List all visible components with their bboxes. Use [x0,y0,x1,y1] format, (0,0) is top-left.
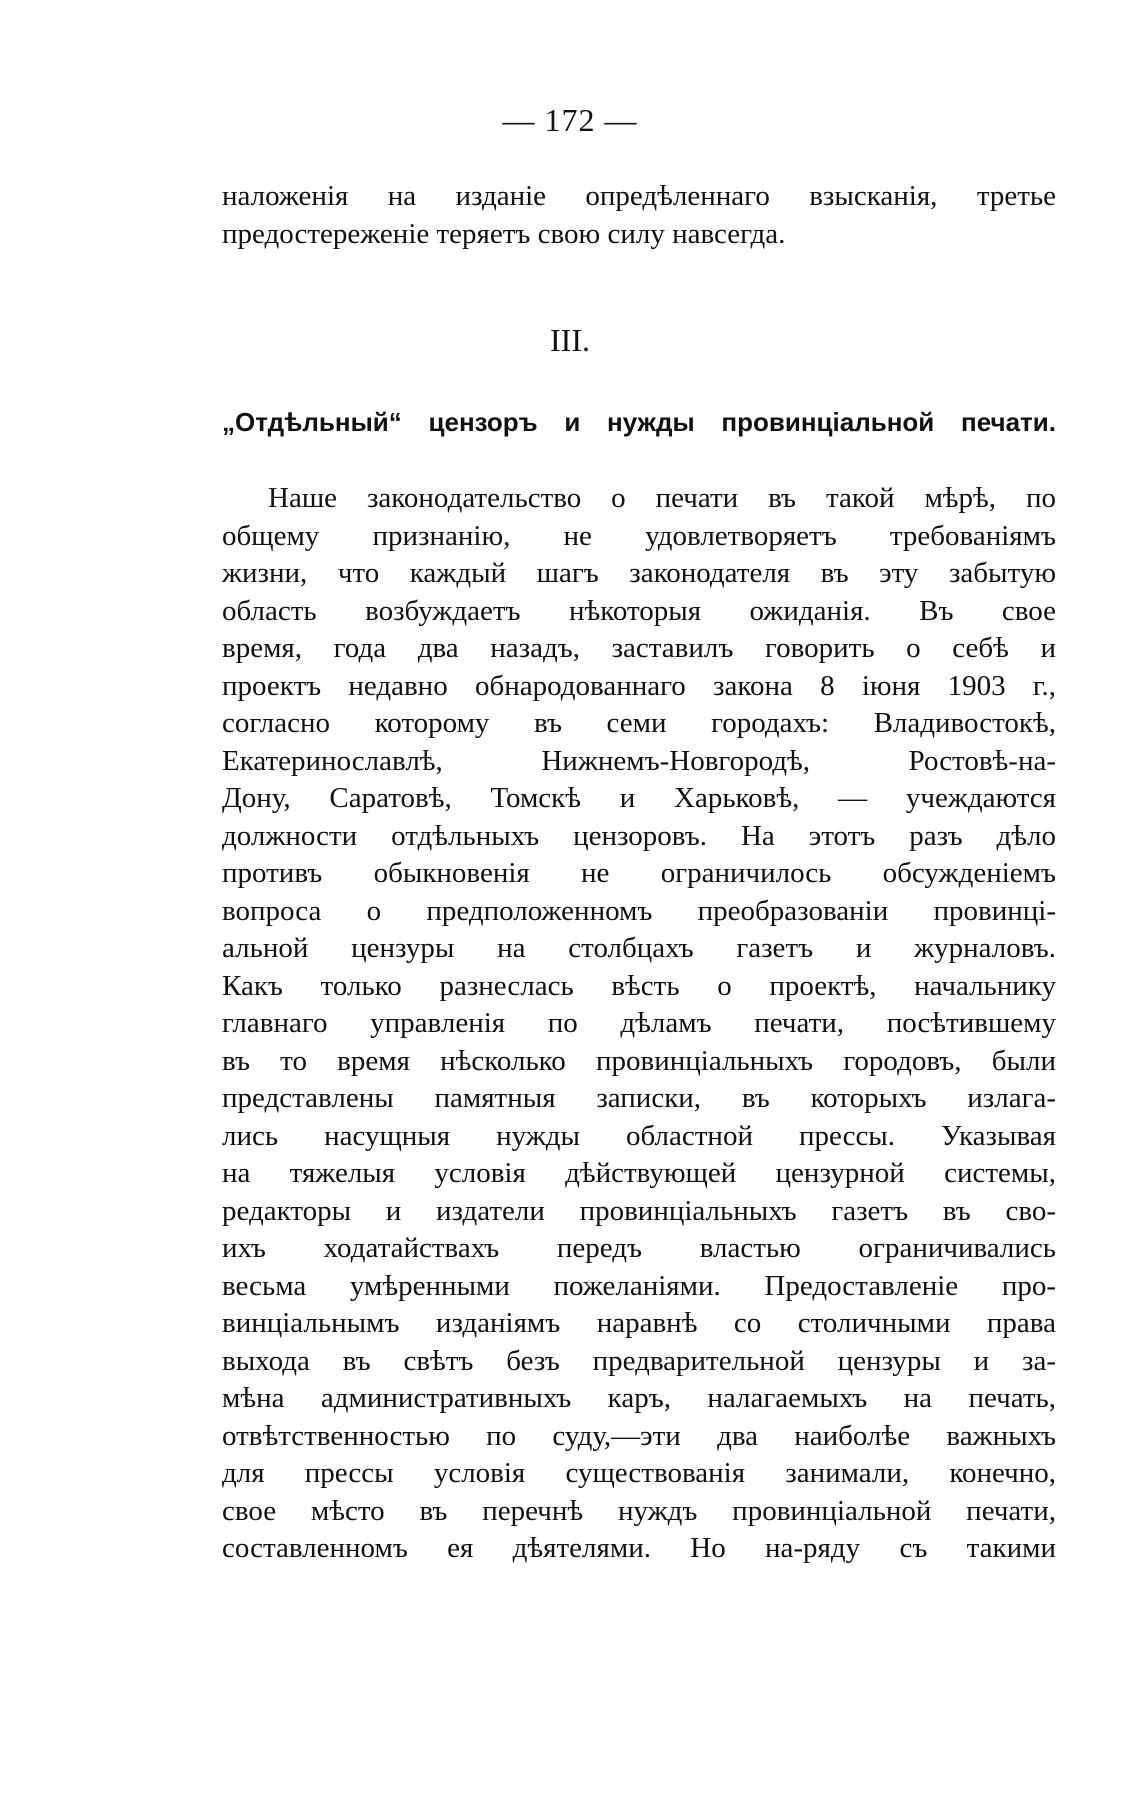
text-line: на тяжелыя условія дѣйствующей цензурной системы, [222,1157,1056,1189]
text-line: жизни, что каждый шагъ законодателя въ эту забытую [222,557,1056,589]
text-line: весьма умѣренными пожеланіями. Предоставленіе про- [222,1269,1056,1302]
text-line: предостереженіе теряетъ свою силу навсегда. [222,217,786,250]
text-line: должности отдѣльныхъ цензоровъ. На этотъ разъ дѣло [222,819,1056,852]
text-line: составленномъ ея дѣятелями. Но на-ряду съ такими [222,1532,1056,1564]
text-line: время, года два назадъ, заставилъ говорить о себѣ и [222,632,1056,664]
text-line: Екатеринославлѣ, Нижнемъ-Новгородѣ, Ростовѣ-на- [222,744,1056,777]
text-line: редакторы и издатели провинціальныхъ газетъ въ сво- [222,1194,1056,1227]
text-line: альной цензуры на столбцахъ газетъ и журналовъ. [222,932,1056,964]
text-line: общему признанію, не удовлетворяетъ требованіямъ [222,519,1056,552]
text-line: мѣна административныхъ каръ, налагаемыхъ на печать, [222,1382,1056,1414]
text-line: лись насущныя нужды областной прессы. Указывая [222,1119,1056,1152]
text-line: главнаго управленія по дѣламъ печати, посѣтившему [222,1007,1056,1039]
text-line: наложенія на изданіе опредѣленнаго взысканія, третье [222,180,1056,212]
text-line: винціальнымъ изданіямъ наравнѣ со столичными права [222,1307,1056,1339]
text-line: ихъ ходатайствахъ передъ властью ограничивались [222,1232,1056,1264]
text-line: вопроса о предположенномъ преобразованіи провинці- [222,894,1056,927]
text-line: согласно которому въ семи городахъ: Владивостокѣ, [222,707,1056,739]
text-line: для прессы условія существованія занимали, конечно, [222,1457,1056,1489]
page-number: — 172 — [502,102,638,138]
text-line: проектъ недавно обнародованнаго закона 8 іюня 1903 г., [222,669,1056,702]
text-line: выхода въ свѣтъ безъ предварительной цензуры и за- [222,1344,1056,1377]
text-line: противъ обыкновенія не ограничилось обсужденіемъ [222,857,1056,889]
text-line: представлены памятныя записки, въ которыхъ излага- [222,1082,1056,1114]
section-numeral: III. [550,322,590,358]
text-line: въ то время нѣсколько провинціальныхъ городовъ, были [222,1044,1056,1077]
section-heading: „Отдѣльный“ цензоръ и нужды провинціальной печати. [222,407,1056,437]
text-line: отвѣтственностью по суду,—эти два наиболѣе важныхъ [222,1419,1056,1452]
carry-over-paragraph [222,178,1056,253]
text-line: область возбуждаетъ нѣкоторыя ожиданія. Въ свое [222,594,1056,627]
body-paragraph [222,480,1056,1568]
text-line: Наше законодательство о печати въ такой мѣрѣ, по [268,482,1056,514]
text-line: свое мѣсто въ перечнѣ нуждъ провинціальной печати, [222,1494,1056,1527]
text-line: Какъ только разнеслась вѣсть о проектѣ, начальнику [222,969,1056,1002]
text-line: Дону, Саратовѣ, Томскѣ и Харьковѣ, — учеждаются [222,782,1056,814]
